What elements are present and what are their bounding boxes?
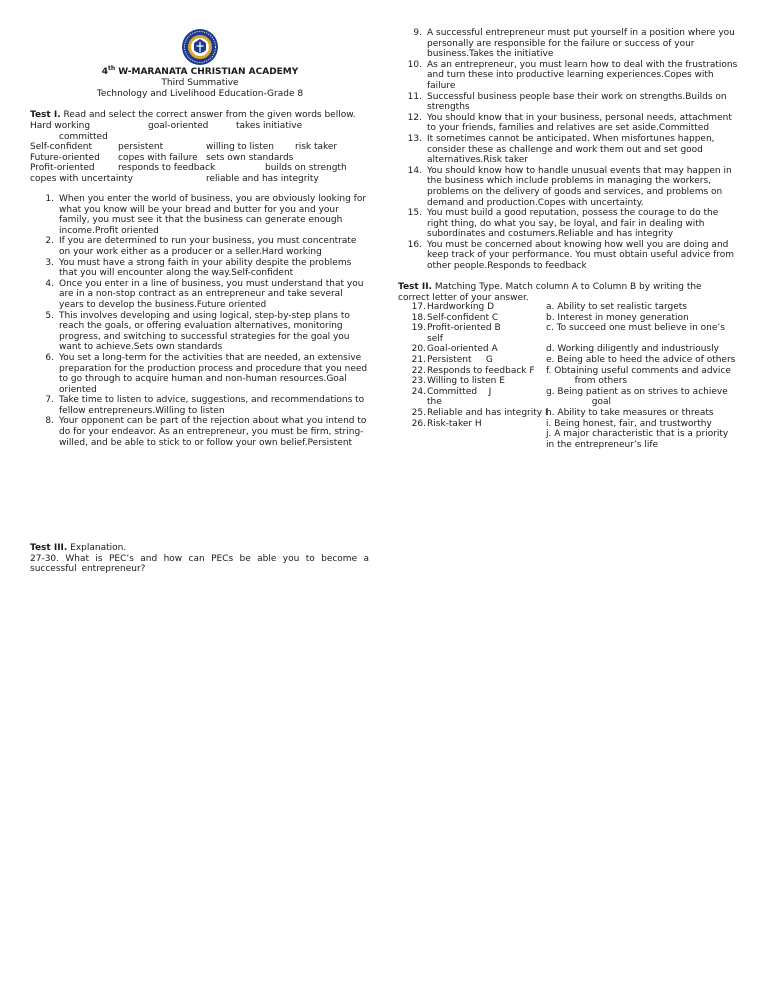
column-b-item: h. Ability to take measures or threats [546,407,714,418]
list-item: 5. This involves developing and using logical, step-by-step plans to reach the goals, or offering evaluation alternatives, monitoring progress, and switching to successful strategies for the goal you want to achieve.Sets own standards [45,310,350,353]
column-a-item: 21. Persistent G [411,354,493,365]
test1-items-right [398,28,740,272]
test3-section [30,543,369,575]
list-item: 8. Your opponent can be part of the rejection about what you intend to do for your endeavor. As an entrepreneur, you must be firm, string-willed, and be able to stick to or follow your own belief.Persistent [45,416,367,448]
list-item: 2. If you are determined to run your business, you must concentrate on your work either as a producer or a seller.Hard working [45,236,357,257]
column-a-item: 18. Self-confident C [411,312,499,323]
subject-title: Technology and Livelihood Education-Grade 8 [96,89,304,99]
list-item: 10. As an entrepreneur, you must learn how to deal with the frustrations and turn these into productive learning experiences.Copes with failure [407,59,738,91]
column-a-item: 26. Risk-taker H [411,418,482,429]
column-a-item: self [427,333,443,344]
column-b-item: i. Being honest, fair, and trustworthy [546,418,712,429]
list-item: 14. You should know how to handle unusual events that may happen in the business which include problems in managing the workers, problems on the delivery of goods and services, and problems on demand and production.Copes with uncertainty. [407,165,732,208]
word-bank-item: willing to listen [206,142,274,153]
exam-title: Third Summative [161,78,239,88]
column-b-item: g. Being patient as on strives to achieve [546,386,728,397]
word-bank-item: persistent [118,142,164,153]
list-item: 4. Once you enter in a line of business, you must understand that you are in a non-stop contract as an entrepreneur and take several years to develop the business.Future oriented [45,278,364,310]
school-name: 4th W-MARANATA CHRISTIAN ACADEMY [101,65,299,77]
word-bank-item: sets own standards [206,152,294,163]
school-seal-logo [181,28,219,66]
column-b-item: f. Obtaining useful comments and advice [546,365,731,376]
column-b-item: goal [546,397,612,408]
word-bank-item: reliable and has integrity [206,174,319,184]
list-item: 11. Successful business people base their work on strengths.Builds on strengths [407,91,727,113]
column-b-item: b. Interest in money generation [546,312,689,323]
column-b-item: e. Being able to heed the advice of others [546,354,736,365]
column-b-item: a. Ability to set realistic targets [546,302,687,312]
list-item: 13. It sometimes cannot be anticipated. When misfortunes happen, consider these as challenge and work them out and set good alternatives.Risk taker [407,133,715,166]
column-a-item: 25. Reliable and has integrity I [411,407,548,418]
list-item: 9. A successful entrepreneur must put yourself in a position where you personally are responsible for the failure or success of your business.Takes the initiative [413,28,735,60]
list-item: 15. You must build a good reputation, possess the courage to do the right thing, do what you say, be loyal, and fair in dealing with subordinates and costumers.Reliable and has integrity [407,208,719,240]
list-item: 12. You should know that in your business, personal needs, attachment to your friends, families and relatives are set aside.Committed [407,112,732,134]
word-bank-item: committed [59,131,108,142]
column-b-item: c. To succeed one must believe in one’s [546,323,725,334]
word-bank-item: Self-confident [30,142,92,153]
column-a-item: 19. Profit-oriented B [411,323,501,334]
column-b [546,302,742,450]
word-bank-item: copes with failure [118,152,198,163]
test2-instruction: Test II. Matching Type. Match column A to Column B by writing the correct letter of your answer. [398,282,702,303]
word-bank-item: copes with uncertainty [30,174,133,184]
list-item: 7. Take time to listen to advice, suggestions, and recommendations to fellow entrepreneurs.Willing to listen [45,395,365,416]
column-b-item: from others [546,376,628,387]
word-bank-item: takes initiative [236,121,303,131]
column-b-item [546,334,742,345]
list-item: 3. You must have a strong faith in your ability despite the problems that you will encounter along the way.Self-confident [45,257,352,279]
test3-question: 27-30. What is PEC’s and how can PECs be able you to become a successful entrepreneur? [30,553,369,575]
word-bank-item: responds to feedback [118,163,216,174]
list-item: 16. You must be concerned about knowing how well you are doing and keep track of your performance. You must obtain useful advice from other people.Responds to feedback [407,239,735,272]
column-b-item: in the entrepreneur’s life [546,439,659,450]
column-a-item: 17. Hardworking D [411,302,495,312]
test1-instruction: Test I. Read and select the correct answer from the given words bellow. [30,110,356,120]
column-a-item: 20. Goal-oriented A [411,344,498,355]
word-bank-item: Profit-oriented [30,163,95,174]
test3-instruction: Test III. Explanation. [30,543,127,553]
word-bank-item: goal-oriented [148,121,209,131]
word-bank [30,121,370,185]
word-bank-item: Hard working [30,121,91,131]
list-item: 1. When you enter the world of business, you are obviously looking for what you know will be your bread and butter for you and your family, you must see it that the business can generate enough income.Profit oriented [45,194,367,236]
column-a-item: 23. Willing to listen E [411,376,505,387]
column-b-item: d. Working diligently and industriously [546,344,719,355]
word-bank-item: Future-oriented [30,152,100,163]
word-bank-item: risk taker [295,142,338,153]
word-bank-item: builds on strength [265,163,347,174]
test1-items-left [30,194,368,448]
column-a-item: the [427,397,442,408]
column-a [398,302,546,429]
column-b-item: j. A major characteristic that is a priority [546,429,729,440]
column-a-item: 24. Committed J [411,386,492,397]
list-item: 6. You set a long-term for the activities that are needed, an extensive preparation for the production process and procedure that you need to go through to acquire human and non-human resources.Goal oriented [45,352,368,395]
column-a-item: 22. Responds to feedback F [411,365,535,376]
